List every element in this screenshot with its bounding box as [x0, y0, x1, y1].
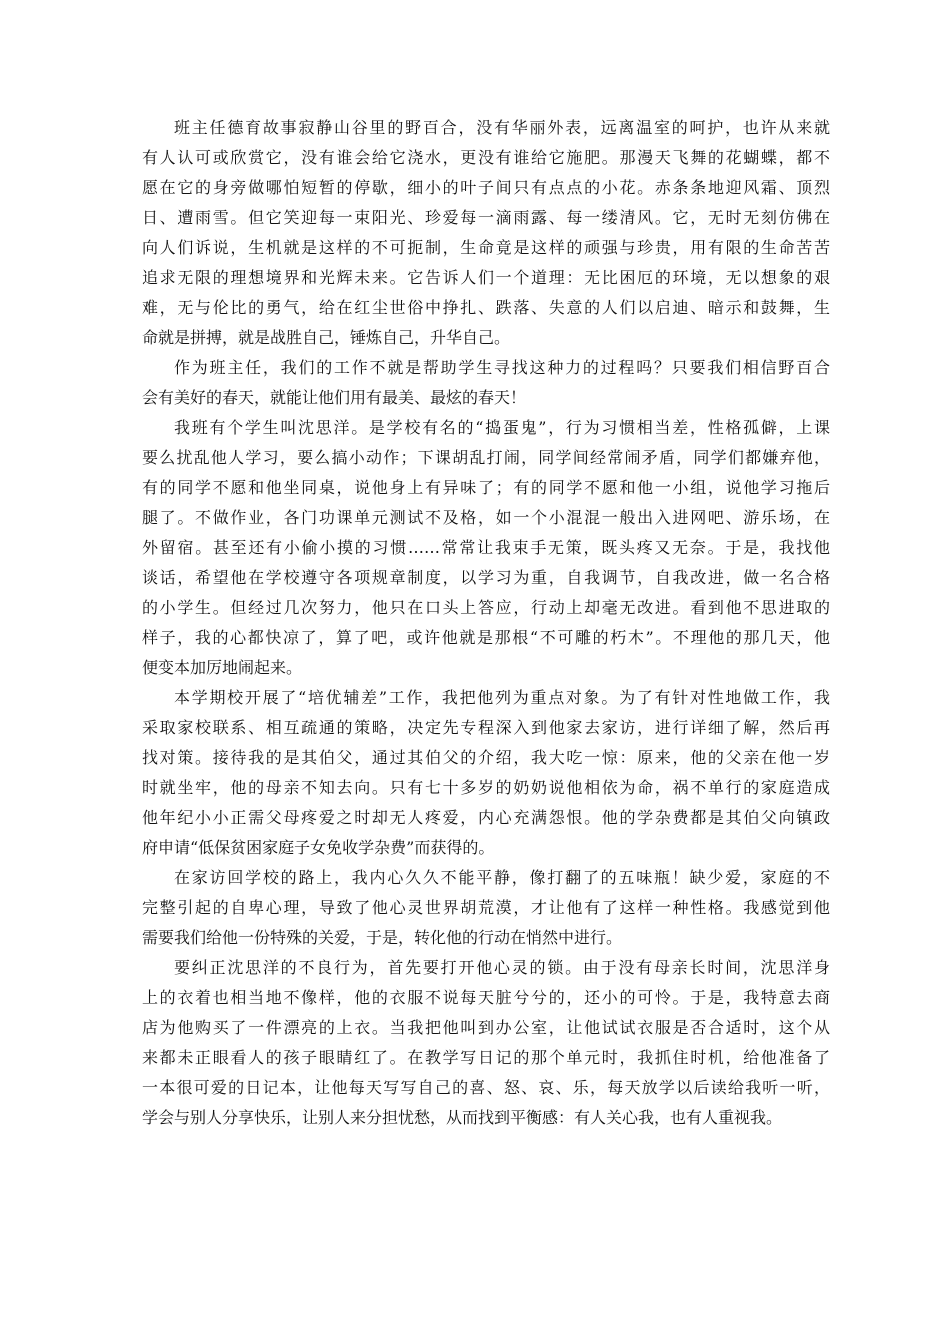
paragraph [142, 863, 830, 953]
text-line: 本学期校开展了“培优辅差”工作，我把他列为重点对象。为了有针对性地做工作，我 [174, 688, 830, 707]
paragraph [142, 953, 830, 1133]
text-line: 要纠正沈思洋的不良行为，首先要打开他心灵的锁。由于没有母亲长时间，沈思洋身 [174, 958, 830, 977]
text-line: 上的衣着也相当地不像样，他的衣服不说每天脏兮兮的，还小的可怜。于是，我特意去商 [142, 988, 830, 1007]
text-line: 我班有个学生叫沈思洋。是学校有名的“捣蛋鬼”，行为习惯相当差，性格孤僻，上课 [174, 418, 830, 437]
text-line: 作为班主任，我们的工作不就是帮助学生寻找这种力的过程吗？只要我们相信野百合 [174, 358, 830, 377]
text-line: 采取家校联系、相互疏通的策略，决定先专程深入到他家去家访，进行详细了解，然后再 [142, 718, 830, 737]
text-line: 有的同学不愿和他坐同桌，说他身上有异味了；有的同学不愿和他一小组，说他学习拖后 [142, 478, 830, 497]
text-line: 完整引起的自卑心理，导致了他心灵世界胡荒漠，才让他有了这样一种性格。我感觉到他 [142, 898, 830, 917]
text-line: 店为他购买了一件漂亮的上衣。当我把他叫到办公室，让他试试衣服是否合适时，这个从 [142, 1018, 830, 1037]
text-line: 找对策。接待我的是其伯父，通过其伯父的介绍，我大吃一惊：原来，他的父亲在他一岁 [142, 748, 830, 767]
text-line: 便变本加厉地闹起来。 [142, 658, 303, 677]
text-line: 有人认可或欣赏它，没有谁会给它浇水，更没有谁给它施肥。那漫天飞舞的花蝴蝶，都不 [142, 148, 830, 167]
text-line: 学会与别人分享快乐，让别人来分担忧愁，从而找到平衡感：有人关心我，也有人重视我。 [142, 1108, 783, 1127]
text-line: 在家访回学校的路上，我内心久久不能平静，像打翻了的五味瓶！缺少爱，家庭的不 [174, 868, 830, 887]
text-line: 一本很可爱的日记本，让他每天写写自己的喜、怒、哀、乐，每天放学以后读给我听一听， [142, 1078, 830, 1097]
text-line: 追求无限的理想境界和光辉未来。它告诉人们一个道理：无比困厄的环境，无以想象的艰 [142, 268, 830, 287]
text-line: 会有美好的春天，就能让他们用有最美、最炫的春天！ [142, 388, 527, 407]
document-body [142, 113, 830, 1133]
text-line: 命就是拼搏，就是战胜自己，锤炼自己，升华自己。 [142, 328, 511, 347]
text-line: 需要我们给他一份特殊的关爱，于是，转化他的行动在悄然中进行。 [142, 928, 623, 947]
text-line: 他年纪小小正需父母疼爱之时却无人疼爱，内心充满怨恨。他的学杂费都是其伯父向镇政 [142, 808, 830, 827]
text-line: 谈话，希望他在学校遵守各项规章制度，以学习为重，自我调节，自我改进，做一名合格 [142, 568, 830, 587]
text-line: 要么扰乱他人学习，要么搞小动作；下课胡乱打闹，同学间经常闹矛盾，同学们都嫌弃他， [142, 448, 830, 467]
text-line: 难，无与伦比的勇气，给在红尘世俗中挣扎、跌落、失意的人们以启迪、暗示和鼓舞，生 [142, 298, 830, 317]
text-line: 样子，我的心都快凉了，算了吧，或许他就是那根“不可雕的朽木”。不理他的那几天，他 [142, 628, 830, 647]
text-line: 的小学生。但经过几次努力，他只在口头上答应，行动上却毫无改进。看到他不思进取的 [142, 598, 830, 617]
paragraph [142, 683, 830, 863]
paragraph [142, 113, 830, 353]
text-line: 向人们诉说，生机就是这样的不可扼制，生命竟是这样的顽强与珍贵，用有限的生命苦苦 [142, 238, 830, 257]
paragraph [142, 353, 830, 413]
text-line: 府申请“低保贫困家庭子女免收学杂费”而获得的。 [142, 838, 495, 857]
text-line: 愿在它的身旁做哪怕短暂的停歇，细小的叶子间只有点点的小花。赤条条地迎风霜、顶烈 [142, 178, 830, 197]
text-line: 来都未正眼看人的孩子眼睛红了。在教学写日记的那个单元时，我抓住时机，给他准备了 [142, 1048, 830, 1067]
text-line: 日、遭雨雪。但它笑迎每一束阳光、珍爱每一滴雨露、每一缕清风。它，无时无刻仿佛在 [142, 208, 830, 227]
text-line: 外留宿。甚至还有小偷小摸的习惯……常常让我束手无策，既头疼又无奈。于是，我找他 [142, 538, 830, 557]
text-line: 班主任德育故事寂静山谷里的野百合，没有华丽外表，远离温室的呵护，也许从来就 [174, 118, 830, 137]
paragraph [142, 413, 830, 683]
text-line: 时就坐牢，他的母亲不知去向。只有七十多岁的奶奶说他相依为命，祸不单行的家庭造成 [142, 778, 830, 797]
text-line: 腿了。不做作业，各门功课单元测试不及格，如一个小混混一般出入进网吧、游乐场，在 [142, 508, 830, 527]
